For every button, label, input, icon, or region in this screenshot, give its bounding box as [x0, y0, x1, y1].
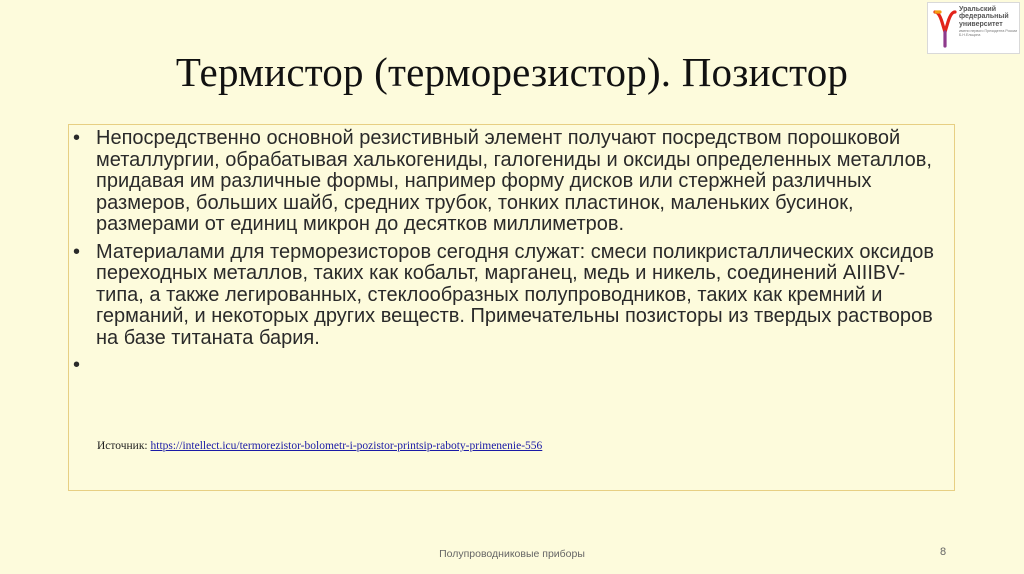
bullet-item: [73, 128, 948, 236]
bullet-icon: •: [73, 240, 81, 263]
logo-subtitle: имени первого Президента России Б.Н.Ельцина: [959, 29, 1018, 37]
bullet-list: [73, 128, 948, 382]
page-number: 8: [940, 546, 947, 558]
content-box: [68, 124, 955, 491]
logo-name: Уральский федеральный университет: [959, 6, 1009, 28]
bullet-text: Материалами для терморезисторов сегодня служат: смеси поликристаллических оксидов переходных металлов, таких как кобальт, марганец, медь и никель, соединений AIIIBV-типа, а также легированных, стеклообразных полупроводников, таких как кремний и германий, и некоторых других веществ. Примечательны позисторы из твердых растворов на базе титаната бария.: [96, 240, 935, 349]
university-logo: [927, 2, 1020, 54]
source-label: Источник:: [97, 440, 148, 452]
footer-text: Полупроводниковые приборы: [439, 548, 585, 560]
bullet-icon: •: [73, 127, 81, 149]
university-logo-icon: [933, 8, 957, 50]
source-citation: [97, 440, 542, 452]
slide-title: Термистор (терморезистор). Позистор: [175, 49, 849, 95]
bullet-icon: •: [73, 354, 81, 376]
bullet-item: [73, 242, 948, 350]
bullet-text: Непосредственно основной резистивный элемент получают посредством порошковой металлургии, обрабатывая халькогениды, галогениды и оксиды определенных металлов, придавая им различные формы, например форму дисков или стержней различных размеров, больших шайб, средних трубок, тонких пластинок, маленьких бусинок, размерами от единиц микрон до десятков миллиметров.: [96, 127, 932, 235]
bullet-item: [73, 355, 948, 376]
source-link[interactable]: https://intellect.icu/termorezistor-bolometr-i-pozistor-printsip-raboty-primenenie-556: [150, 440, 543, 452]
